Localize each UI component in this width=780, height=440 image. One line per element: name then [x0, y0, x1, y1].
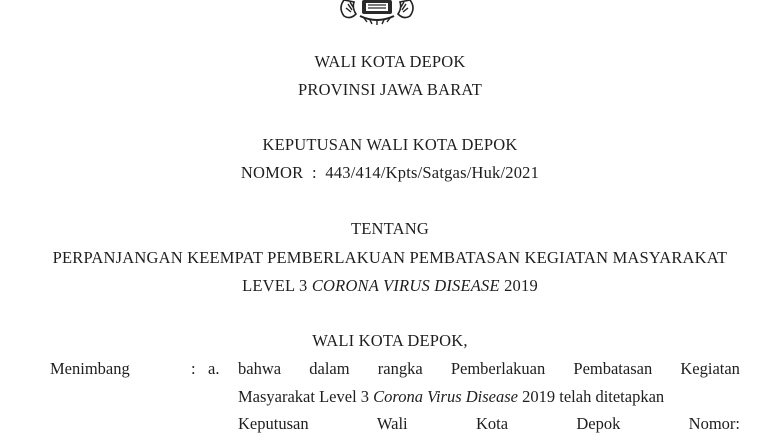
word: Kegiatan: [680, 359, 740, 378]
header-city-title: WALI KOTA DEPOK: [314, 52, 466, 71]
word: bahwa: [238, 359, 282, 378]
considering-colon: :: [191, 359, 196, 378]
garuda-emblem-icon: [334, 0, 420, 28]
word: Depok: [576, 414, 621, 433]
considering-line-3: [238, 414, 740, 434]
subject-line-2-prefix: LEVEL 3: [242, 276, 312, 295]
decree-title: KEPUTUSAN WALI KOTA DEPOK: [262, 135, 518, 154]
line-2-suffix: 2019 telah ditetapkan: [518, 387, 665, 406]
official-title: WALI KOTA DEPOK,: [312, 331, 468, 350]
subject-line-1: PERPANJANGAN KEEMPAT PEMBERLAKUAN PEMBATASAN KEGIATAN MASYARAKAT: [52, 248, 728, 267]
item-letter: a.: [208, 359, 220, 378]
considering-line-1: [238, 359, 740, 379]
line-2-prefix: Masyarakat Level 3: [238, 387, 374, 406]
word: rangka: [377, 359, 423, 378]
word: dalam: [309, 359, 350, 378]
decree-number: NOMOR : 443/414/Kpts/Satgas/Huk/2021: [240, 163, 540, 182]
word: Keputusan: [238, 414, 309, 433]
word: Pembatasan: [573, 359, 653, 378]
subject-line-2-suffix: 2019: [499, 276, 538, 295]
subject-line-2-italic: CORONA VIRUS DISEASE: [311, 276, 500, 295]
considering-label: Menimbang: [50, 359, 130, 378]
line-2-italic: Corona Virus Disease: [373, 387, 518, 406]
word: Kota: [475, 414, 509, 433]
word: Wali: [376, 414, 408, 433]
header-province: PROVINSI JAWA BARAT: [297, 80, 482, 99]
subject-line-2: [0, 276, 780, 296]
considering-line-2: [238, 387, 664, 407]
about-label: TENTANG: [351, 219, 429, 238]
word: Nomor:: [688, 414, 740, 433]
word: Pemberlakuan: [450, 359, 546, 378]
